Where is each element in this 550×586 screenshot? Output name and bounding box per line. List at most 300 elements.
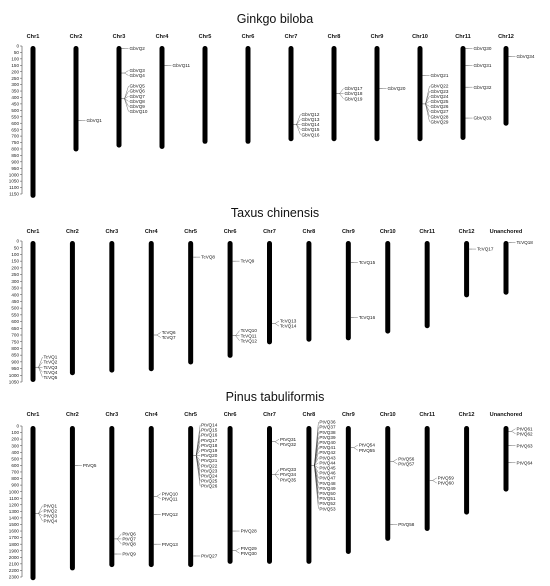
scale-tick-label: 800 — [11, 146, 19, 152]
gene-leader — [117, 539, 121, 544]
gene-label: TcVQ3 — [43, 364, 58, 370]
gene-label: GbVQ30 — [473, 46, 492, 52]
chromosome-bar — [267, 241, 272, 344]
scale-tick-label: 1800 — [8, 541, 19, 547]
chromosome-bar — [109, 241, 114, 373]
gene-label: PtVQ29 — [240, 545, 257, 551]
gene-leader — [157, 496, 161, 499]
scale-tick-label: 700 — [11, 133, 19, 139]
chromosome-bar — [504, 241, 509, 295]
chromosome-label: Chr6 — [241, 34, 255, 40]
chromosome-label: Chr7 — [284, 34, 298, 40]
chromosome-bar — [306, 426, 311, 564]
scale-tick-label: 2000 — [8, 554, 19, 560]
gene-leader — [297, 114, 301, 124]
scale-tick-label: 400 — [11, 449, 19, 455]
gene-label: PtVQ55 — [358, 447, 375, 453]
scale-tick-label: 450 — [11, 299, 19, 305]
gene-label: TcVQ9 — [240, 258, 255, 264]
chromosome-bar — [70, 426, 75, 570]
scale-tick-label: 600 — [11, 462, 19, 468]
scale-tick-label: 100 — [11, 430, 19, 436]
gene-label: PtVQ64 — [516, 460, 533, 466]
chromosome-label: Chr8 — [302, 229, 316, 235]
gene-label: GbVQ28 — [430, 114, 449, 120]
scale-tick-label: 1400 — [8, 515, 19, 521]
gene-label: PtVQ13 — [161, 541, 178, 547]
scale-tick-label: 1300 — [8, 508, 19, 514]
gene-label: PtVQ56 — [398, 456, 415, 462]
gene-label: GbVQ19 — [344, 96, 363, 102]
gene-leader — [340, 89, 344, 94]
gene-label: PtVQ60 — [437, 480, 454, 486]
scale-tick-label: 50 — [13, 50, 19, 56]
scale-tick-label: 650 — [11, 325, 19, 331]
chromosome-label: Chr12 — [458, 229, 475, 235]
gene-leader — [117, 534, 121, 539]
chromosome-bar — [228, 426, 233, 564]
scale-tick-label: 700 — [11, 332, 19, 338]
gene-leader — [236, 331, 240, 336]
gene-label: TcVQ1 — [43, 354, 58, 360]
chromosome-label: Chr5 — [184, 229, 198, 235]
gene-label: GbVQ31 — [473, 62, 492, 68]
gene-label: GbVQ7 — [129, 93, 145, 99]
gene-leader — [157, 494, 161, 497]
gene-label: PtVQ45 — [319, 465, 336, 471]
gene-leader — [157, 335, 161, 338]
scale-tick-label: 1000 — [8, 489, 19, 495]
scale-tick-label: 500 — [11, 305, 19, 311]
chromosome-bar — [375, 46, 380, 141]
gene-leader — [512, 431, 516, 434]
chromosome-bar — [385, 241, 390, 334]
gene-leader — [393, 461, 397, 464]
scale-tick-label: 1100 — [9, 185, 19, 191]
chromosome-bar — [425, 426, 430, 531]
gene-label: PtVQ24 — [201, 473, 218, 479]
gene-leader — [275, 324, 279, 327]
gene-label: PtVQ10 — [161, 491, 178, 497]
scale-tick-label: 300 — [11, 278, 19, 284]
scale-tick-label: 350 — [11, 88, 19, 94]
chromosome-bar — [385, 426, 390, 541]
gene-label: PtVQ35 — [280, 477, 297, 483]
gene-leader — [433, 480, 437, 483]
chromosome-label: Chr12 — [498, 34, 514, 40]
gene-label: GbVQ13 — [301, 117, 320, 123]
gene-label: TcVQ11 — [240, 333, 257, 339]
gene-label: PtVQ9 — [122, 551, 136, 557]
gene-leader — [297, 119, 301, 124]
scale-tick-label: 0 — [16, 43, 19, 49]
gene-label: TcVQ13 — [280, 318, 297, 324]
gene-label: PtVQ52 — [319, 501, 336, 507]
gene-label: PtVQ61 — [516, 426, 533, 432]
gene-leader — [512, 429, 516, 432]
gene-leader — [39, 367, 43, 372]
scale-tick-label: 500 — [11, 456, 19, 462]
scale-tick-label: 1500 — [8, 522, 19, 528]
chromosome-bar — [425, 241, 430, 328]
gene-label: PtVQ11 — [161, 496, 178, 502]
chromosome-label: Chr1 — [26, 412, 40, 418]
scale-tick-label: 600 — [11, 319, 19, 325]
gene-label: PtVQ4 — [43, 518, 58, 524]
chromosome-bar — [464, 241, 469, 297]
gene-label: GbVQ17 — [344, 86, 363, 92]
gene-label: PtVQ40 — [319, 440, 336, 446]
gene-label: PtVQ51 — [319, 496, 336, 502]
chromosome-bar — [31, 46, 36, 198]
scale-tick-label: 800 — [11, 346, 19, 352]
gene-label: GbVQ9 — [129, 104, 145, 110]
chromosome-label: Chr10 — [412, 34, 428, 40]
scale-tick-label: 100 — [11, 252, 19, 258]
chromosome-bar — [464, 426, 469, 515]
gene-label: GbVQ26 — [430, 104, 449, 110]
chromosome-label: Chr2 — [66, 229, 79, 235]
scale-tick-label: 1600 — [8, 528, 19, 534]
scale-tick-label: 650 — [11, 127, 19, 133]
gene-label: PtVQ31 — [280, 436, 297, 442]
gene-label: TcVQ16 — [358, 315, 376, 321]
gene-label: PtVQ58 — [398, 522, 415, 528]
chromosome-bar — [109, 426, 114, 567]
scale-tick-label: 200 — [11, 265, 19, 271]
scale-tick-label: 750 — [11, 140, 19, 146]
gene-label: PtVQ39 — [319, 434, 336, 440]
scale-tick-label: 900 — [11, 359, 19, 365]
gene-label: GbVQ24 — [430, 93, 449, 99]
gene-leader — [340, 94, 344, 99]
chromosome-bar — [418, 46, 423, 141]
gene-leader — [39, 362, 43, 367]
chromosome-label: Chr10 — [379, 229, 396, 235]
gene-leader — [196, 435, 200, 455]
gene-label: GbVQ11 — [172, 62, 191, 68]
chromosome-label: Chr5 — [198, 34, 212, 40]
scale-tick-label: 1100 — [9, 495, 19, 501]
scale-tick-label: 1000 — [8, 172, 19, 178]
scale-tick-label: 300 — [11, 82, 19, 88]
gene-label: GbVQ12 — [301, 111, 320, 117]
scale-tick-label: 1050 — [8, 178, 19, 184]
gene-label: GbVQ3 — [129, 68, 145, 74]
scale-tick-label: 550 — [11, 114, 19, 120]
chromosome-label: Chr8 — [302, 412, 316, 418]
scale-tick-label: 450 — [11, 101, 19, 107]
gene-label: PtVQ38 — [319, 429, 336, 435]
gene-label: PtVQ46 — [319, 470, 336, 476]
gene-label: PtVQ48 — [319, 480, 336, 486]
chromosome-label: Chr5 — [184, 412, 198, 418]
chromosome-label: Chr9 — [341, 229, 355, 235]
chromosome-bar — [504, 46, 509, 126]
scale-tick-label: 200 — [11, 436, 19, 442]
gene-leader — [125, 73, 129, 76]
scale-tick-label: 150 — [11, 258, 19, 264]
chromosome-label: Chr9 — [341, 412, 355, 418]
gene-label: GbVQ1 — [86, 118, 102, 124]
scale-tick-label: 700 — [11, 469, 19, 475]
chromosome-bar — [228, 241, 233, 358]
gene-leader — [426, 86, 430, 104]
chromosome-label: Unanchored — [489, 412, 523, 418]
gene-label: GbVQ29 — [430, 119, 449, 125]
gene-label: GbVQ27 — [430, 109, 449, 115]
gene-label: TcVQ14 — [280, 323, 297, 329]
scale-tick-label: 0 — [16, 423, 19, 429]
gene-label: GbVQ21 — [430, 73, 449, 79]
chromosome-bar — [74, 46, 79, 152]
gene-label: PtVQ15 — [201, 427, 218, 433]
scale-tick-label: 350 — [11, 285, 19, 291]
gene-label: PtVQ17 — [201, 437, 218, 443]
scale-tick-label: 1700 — [8, 535, 19, 541]
gene-label: PtVQ26 — [201, 483, 218, 489]
chromosome-label: Chr12 — [458, 412, 475, 418]
chromosome-label: Chr2 — [69, 34, 83, 40]
gene-label: PtVQ63 — [516, 443, 533, 449]
chromosome-label: Chr4 — [144, 412, 158, 418]
scale-tick-label: 2100 — [8, 561, 19, 567]
panel-title-ginkgo: Ginkgo biloba — [236, 12, 314, 26]
gene-label: GbVQ33 — [473, 115, 492, 121]
gene-leader — [275, 439, 279, 442]
gene-label: PtVQ25 — [201, 478, 218, 484]
chromosome-bar — [461, 46, 466, 140]
chromosome-bar — [188, 241, 193, 365]
scale-tick-label: 300 — [11, 443, 19, 449]
gene-label: TcVQ7 — [161, 335, 176, 341]
chromosome-bar — [346, 426, 351, 554]
gene-label: GbVQ23 — [430, 88, 449, 94]
scale-tick-label: 950 — [11, 165, 19, 171]
gene-leader — [433, 478, 437, 481]
gene-leader — [426, 104, 430, 122]
chromosome-label: Chr10 — [379, 412, 396, 418]
gene-label: GbVQ5 — [129, 83, 145, 89]
gene-leader — [275, 469, 279, 474]
gene-label: PtVQ8 — [122, 541, 136, 547]
gene-label: TcVQ6 — [161, 330, 176, 336]
scale-tick-label: 200 — [11, 69, 19, 75]
gene-label: TcVQ8 — [201, 254, 215, 260]
chromosome-label: Chr3 — [105, 412, 119, 418]
chromosome-label: Chr4 — [144, 229, 158, 235]
gene-label: GbVQ22 — [430, 83, 449, 89]
gene-label: PtVQ27 — [201, 553, 218, 559]
panel-title-pinus: Pinus tabuliformis — [225, 390, 325, 404]
gene-label: PtVQ30 — [240, 550, 257, 556]
gene-label: PtVQ16 — [201, 432, 218, 438]
chromosome-label: Chr11 — [419, 229, 435, 235]
chromosome-label: Chr8 — [327, 34, 341, 40]
scale-tick-label: 1150 — [9, 191, 19, 197]
gene-label: GbVQ34 — [516, 53, 535, 59]
chromosome-bar — [203, 46, 208, 144]
gene-label: GbVQ20 — [387, 86, 406, 92]
gene-label: TcVQ4 — [43, 369, 58, 375]
gene-label: TcVQ2 — [43, 359, 58, 365]
gene-label: PtVQ57 — [398, 461, 415, 467]
scale-tick-label: 1000 — [8, 372, 19, 378]
scale-tick-label: 400 — [11, 292, 19, 298]
scale-tick-label: 550 — [11, 312, 19, 318]
gene-label: GbVQ15 — [301, 127, 320, 133]
gene-label: GbVQ32 — [473, 84, 492, 90]
scale-tick-label: 1900 — [8, 548, 19, 554]
gene-label: PtVQ44 — [319, 460, 336, 466]
gene-label: PtVQ1 — [43, 503, 58, 509]
gene-leader — [393, 459, 397, 462]
chromosome-label: Chr9 — [370, 34, 384, 40]
gene-label: PtVQ34 — [280, 472, 297, 478]
gene-label: PtVQ36 — [319, 419, 336, 425]
gene-label: PtVQ41 — [319, 445, 336, 451]
chromosome-label: Chr3 — [105, 229, 119, 235]
gene-label: TcVQ5 — [43, 375, 58, 381]
gene-leader — [354, 448, 358, 451]
gene-label: TcVQ10 — [240, 328, 257, 334]
gene-leader — [236, 548, 240, 551]
chromosome-label: Unanchored — [489, 229, 523, 235]
gene-label: GbVQ8 — [129, 98, 145, 104]
chromosome-bar — [246, 46, 251, 144]
scale-tick-label: 900 — [11, 159, 19, 165]
gene-label: PtVQ54 — [358, 442, 375, 448]
gene-label: TcVQ17 — [477, 246, 494, 252]
chromosome-bar — [289, 46, 294, 141]
panel-title-taxus: Taxus chinensis — [230, 206, 320, 220]
chromosome-bar — [31, 426, 36, 580]
chromosome-bar — [70, 241, 75, 375]
chromosome-label: Chr6 — [223, 412, 237, 418]
scale-tick-label: 250 — [11, 272, 19, 278]
chromosome-label: Chr1 — [26, 229, 40, 235]
gene-label: PtVQ18 — [201, 442, 218, 448]
chromosome-bar — [267, 426, 272, 564]
gene-leader — [275, 442, 279, 445]
gene-label: PtVQ28 — [240, 528, 257, 534]
chromosome-bar — [346, 241, 351, 340]
gene-label: PtVQ43 — [319, 455, 336, 461]
chromosome-label: Chr11 — [419, 412, 435, 418]
gene-leader — [275, 321, 279, 324]
gene-leader — [39, 367, 43, 377]
gene-label: GbVQ10 — [129, 109, 148, 115]
gene-leader — [39, 357, 43, 367]
gene-leader — [297, 125, 301, 130]
chromosome-label: Chr7 — [263, 412, 276, 418]
chromosome-label: Chr3 — [112, 34, 126, 40]
scale-tick-label: 800 — [11, 476, 19, 482]
gene-leader — [297, 125, 301, 135]
gene-leader — [354, 445, 358, 448]
gene-label: PtVQ42 — [319, 450, 336, 456]
scale-tick-label: 2200 — [8, 568, 19, 574]
chromosome-bar — [149, 426, 154, 567]
gene-label: GbVQ6 — [129, 88, 145, 94]
scale-tick-label: 500 — [11, 107, 19, 113]
scale-tick-label: 850 — [11, 152, 19, 158]
gene-label: GbVQ2 — [129, 46, 145, 52]
gene-label: PtVQ37 — [319, 424, 336, 430]
gene-label: TcVQ18 — [516, 239, 533, 245]
chromosome-label: Chr7 — [263, 229, 276, 235]
gene-label: PtVQ20 — [201, 453, 218, 459]
scale-tick-label: 50 — [13, 245, 19, 251]
gene-label: PtVQ14 — [201, 422, 218, 428]
gene-label: PtVQ7 — [122, 536, 136, 542]
chromosome-label: Chr6 — [223, 229, 237, 235]
chromosome-label: Chr11 — [455, 34, 471, 40]
chromosome-bar — [306, 241, 311, 342]
scale-tick-label: 750 — [11, 339, 19, 345]
gene-label: PtVQ5 — [82, 462, 97, 468]
gene-label: PtVQ22 — [201, 463, 218, 469]
gene-label: PtVQ3 — [43, 513, 58, 519]
scale-tick-label: 2300 — [8, 574, 19, 580]
gene-label: GbVQ25 — [430, 98, 449, 104]
gene-label: PtVQ47 — [319, 475, 336, 481]
gene-label: GbVQ4 — [129, 73, 145, 79]
scale-tick-label: 1200 — [8, 502, 19, 508]
scale-tick-label: 250 — [11, 75, 19, 81]
gene-label: PtVQ12 — [161, 512, 178, 518]
scale-tick-label: 150 — [11, 62, 19, 68]
scale-tick-label: 850 — [11, 352, 19, 358]
chromosome-bar — [31, 241, 36, 382]
gene-label: PtVQ62 — [516, 431, 533, 437]
gene-label: PtVQ50 — [319, 491, 336, 497]
gene-label: PtVQ49 — [319, 485, 336, 491]
gene-label: PtVQ21 — [201, 458, 218, 464]
gene-label: TcVQ15 — [358, 260, 376, 266]
scale-tick-label: 950 — [11, 366, 19, 372]
gene-label: PtVQ19 — [201, 448, 218, 454]
gene-label: PtVQ33 — [280, 467, 297, 473]
gene-label: PtVQ59 — [437, 475, 454, 481]
gene-label: PtVQ32 — [280, 441, 297, 447]
gene-leader — [125, 70, 129, 73]
gene-label: PtVQ53 — [319, 506, 336, 512]
chromosome-label: Chr4 — [155, 34, 169, 40]
gene-leader — [157, 332, 161, 335]
gene-leader — [236, 336, 240, 341]
gene-label: GbVQ14 — [301, 122, 320, 128]
chromosome-bar — [149, 241, 154, 371]
scale-tick-label: 100 — [11, 56, 19, 62]
chromosome-bar — [117, 46, 122, 148]
chromosome-bar — [188, 426, 193, 567]
chromosome-bar — [332, 46, 337, 141]
gene-label: PtVQ2 — [43, 508, 58, 514]
scale-tick-label: 600 — [11, 120, 19, 126]
gene-label: PtVQ6 — [122, 531, 136, 537]
scale-tick-label: 400 — [11, 95, 19, 101]
gene-leader — [236, 551, 240, 554]
scale-tick-label: 1050 — [8, 379, 19, 385]
chromosome-bar — [504, 426, 509, 492]
gene-label: TcVQ12 — [240, 338, 257, 344]
scale-tick-label: 0 — [16, 238, 19, 244]
chromosome-label: Chr1 — [26, 34, 40, 40]
gene-leader — [275, 475, 279, 480]
chromosome-bar — [160, 46, 165, 149]
gene-label: GbVQ16 — [301, 132, 320, 138]
